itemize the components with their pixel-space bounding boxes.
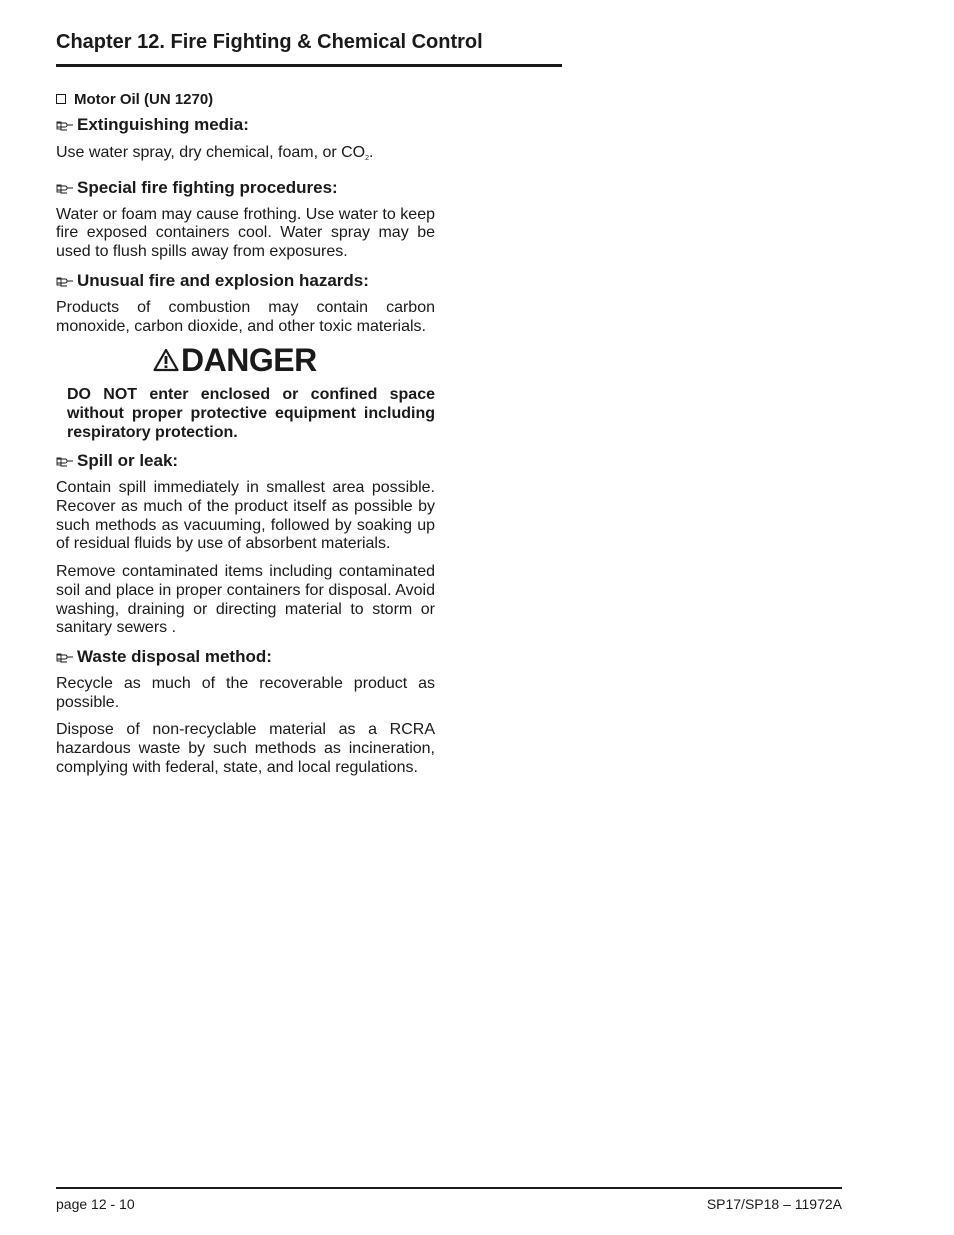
unusual-hazards-text: Products of combustion may contain carbon monoxide, carbon dioxide, and other toxic materials.: [56, 298, 435, 335]
pointing-hand-icon: [56, 119, 74, 131]
material-heading: [56, 90, 435, 110]
section-heading-extinguishing: [56, 114, 435, 136]
page-content: [56, 88, 435, 777]
section-heading-label: Spill or leak:: [77, 451, 179, 471]
footer-rule: [56, 1187, 842, 1189]
section-heading-unusual-hazards: [56, 270, 435, 292]
pointing-hand-icon: [56, 455, 74, 467]
danger-notice: [56, 342, 435, 442]
section-heading-special-procedures: [56, 177, 435, 199]
waste-text-2: Dispose of non-recyclable material as a RCRA hazardous waste by such methods as incineration, complying with federal, state, and local regulations.: [56, 721, 435, 776]
danger-text: DO NOT enter enclosed or confined space without proper protective equipment including respiratory protection.: [67, 386, 435, 441]
material-title: Motor Oil (UN 1270): [74, 91, 214, 108]
extinguishing-text-sub: 2: [365, 155, 370, 162]
danger-title-label: DANGER: [181, 342, 317, 379]
chapter-title: Chapter 12. Fire Fighting & Chemical Control: [56, 31, 483, 53]
page-number: page 12 - 10: [56, 1196, 135, 1212]
spill-text-1: Contain spill immediately in smallest area possible. Recover as much of the product itself as possible by such methods as vacuuming, followed by soaking up of residual fluids by use of absorbent materials.: [56, 479, 435, 553]
chapter-rule: [56, 64, 562, 67]
extinguishing-text: [56, 144, 435, 169]
document-id: SP17/SP18 – 11972A: [706, 1196, 842, 1212]
section-heading-spill: [56, 450, 435, 472]
section-heading-label: Waste disposal method:: [77, 646, 272, 666]
pointing-hand-icon: [56, 182, 74, 194]
pointing-hand-icon: [56, 275, 74, 287]
checkbox-icon: [56, 94, 66, 104]
section-heading-waste: [56, 646, 435, 668]
section-heading-label: Unusual fire and explosion hazards:: [77, 270, 369, 290]
waste-text-1: Recycle as much of the recoverable product as possible.: [56, 674, 435, 711]
danger-title: [153, 342, 435, 378]
section-heading-label: Special fire fighting procedures:: [77, 177, 338, 197]
warning-triangle-icon: [153, 348, 179, 372]
pointing-hand-icon: [56, 651, 74, 663]
special-procedures-text: Water or foam may cause frothing. Use water to keep fire exposed containers cool. Water spray may be used to flush spills away from exposures.: [56, 205, 435, 261]
spill-text-2: Remove contaminated items including contaminated soil and place in proper containers for disposal. Avoid washing, draining or directing material to storm or sanitary sewers .: [56, 563, 435, 637]
section-heading-label: Extinguishing media:: [77, 115, 249, 134]
extinguishing-text-prefix: Use water spray, dry chemical, foam, or CO: [56, 144, 366, 161]
extinguishing-text-suffix: .: [369, 144, 374, 161]
